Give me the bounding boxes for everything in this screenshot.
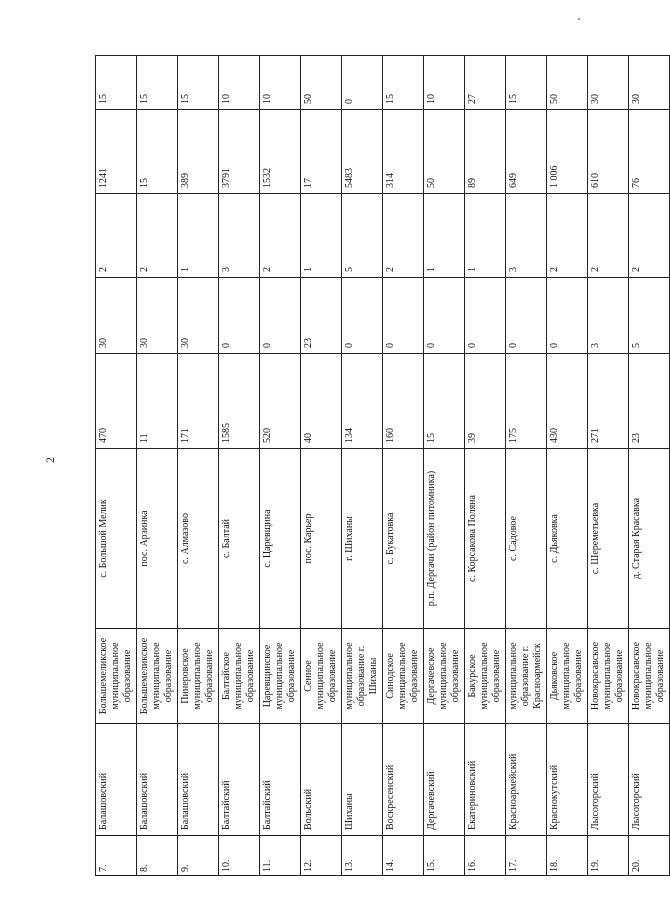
municipality-cell: Дьяковское муниципальное образование [547, 629, 588, 724]
municipality-cell: муниципальное образование г. Красноармейск [506, 629, 547, 724]
table-row [465, 56, 506, 876]
value-cell-5: 15 [383, 56, 424, 110]
district-cell: Лысогорский [629, 724, 670, 836]
value-cell-1: 39 [465, 354, 506, 449]
value-cell-3: 2 [383, 194, 424, 278]
row-number-cell: 16. [465, 836, 506, 876]
value-cell-5: 10 [260, 56, 301, 110]
settlement-cell: с. Большой Мелик [96, 449, 137, 629]
value-cell-2: 0 [506, 278, 547, 354]
settlement-cell: р.п. Дергачи (район питомника) [424, 449, 465, 629]
value-cell-4: 89 [465, 110, 506, 194]
value-cell-3: 1 [424, 194, 465, 278]
table-row [424, 56, 465, 876]
municipality-cell: Царевщинское муниципальное образование [260, 629, 301, 724]
settlement-cell: с. Алмазово [178, 449, 219, 629]
value-cell-3: 2 [547, 194, 588, 278]
rotated-table-wrapper [95, 56, 666, 876]
row-number-cell: 13. [342, 836, 383, 876]
municipality-cell: Дергачевское муниципальное образование [424, 629, 465, 724]
value-cell-1: 1585 [219, 354, 260, 449]
value-cell-1: 430 [547, 354, 588, 449]
value-cell-2: 23 [301, 278, 342, 354]
table-row [506, 56, 547, 876]
district-cell: Воскресенский [383, 724, 424, 836]
settlement-cell: с. Садовое [506, 449, 547, 629]
row-number-cell: 7. [96, 836, 137, 876]
value-cell-1: 23 [629, 354, 670, 449]
district-cell: Балтайский [260, 724, 301, 836]
table-row [342, 56, 383, 876]
settlement-cell: с. Шереметьевка [588, 449, 629, 629]
district-cell: Балтайский [219, 724, 260, 836]
district-cell: Вольский [301, 724, 342, 836]
value-cell-1: 171 [178, 354, 219, 449]
value-cell-5: 50 [301, 56, 342, 110]
value-cell-2: 30 [96, 278, 137, 354]
row-number-cell: 17. [506, 836, 547, 876]
table-row [629, 56, 670, 876]
settlement-cell: с. Царевщина [260, 449, 301, 629]
row-number-cell: 10. [219, 836, 260, 876]
value-cell-4: 1241 [96, 110, 137, 194]
municipality-cell: Большемеликское муниципальное образование [96, 629, 137, 724]
value-cell-2: 30 [137, 278, 178, 354]
row-number-cell: 14. [383, 836, 424, 876]
value-cell-3: 1 [301, 194, 342, 278]
district-cell: Краснокутский [547, 724, 588, 836]
value-cell-2: 0 [424, 278, 465, 354]
district-cell: Дергачевский [424, 724, 465, 836]
value-cell-4: 649 [506, 110, 547, 194]
value-cell-1: 271 [588, 354, 629, 449]
value-cell-2: 0 [219, 278, 260, 354]
value-cell-4: 3791 [219, 110, 260, 194]
row-number-cell: 18. [547, 836, 588, 876]
table-row [260, 56, 301, 876]
value-cell-5: 15 [178, 56, 219, 110]
district-cell: Лысогорский [588, 724, 629, 836]
value-cell-4: 17 [301, 110, 342, 194]
district-cell: Красноармейский [506, 724, 547, 836]
table-body [96, 56, 670, 876]
value-cell-2: 0 [547, 278, 588, 354]
value-cell-4: 1532 [260, 110, 301, 194]
data-table [95, 55, 670, 876]
value-cell-4: 15 [137, 110, 178, 194]
value-cell-4: 5483 [342, 110, 383, 194]
municipality-cell: муниципальное образование г. Шиханы [342, 629, 383, 724]
table-row [137, 56, 178, 876]
municipality-cell: Новокрасавское муниципальное образование [629, 629, 670, 724]
row-number-cell: 8. [137, 836, 178, 876]
settlement-cell: с. Балтай [219, 449, 260, 629]
value-cell-2: 0 [465, 278, 506, 354]
value-cell-1: 470 [96, 354, 137, 449]
row-number-cell: 20. [629, 836, 670, 876]
municipality-cell: Синодское муниципальное образование [383, 629, 424, 724]
municipality-cell: Новокрасавское муниципальное образование [588, 629, 629, 724]
value-cell-5: 30 [588, 56, 629, 110]
value-cell-3: 2 [629, 194, 670, 278]
value-cell-4: 314 [383, 110, 424, 194]
value-cell-1: 15 [424, 354, 465, 449]
value-cell-5: 10 [424, 56, 465, 110]
settlement-cell: с. Дьяковка [547, 449, 588, 629]
table-row [178, 56, 219, 876]
value-cell-3: 1 [465, 194, 506, 278]
table-row [547, 56, 588, 876]
value-cell-3: 5 [342, 194, 383, 278]
settlement-cell: с. Букатовка [383, 449, 424, 629]
district-cell: Балашовский [178, 724, 219, 836]
table-row [588, 56, 629, 876]
row-number-cell: 19. [588, 836, 629, 876]
district-cell: Балашовский [137, 724, 178, 836]
municipality-cell: Бакурское муниципальное образование [465, 629, 506, 724]
row-number-cell: 9. [178, 836, 219, 876]
municipality-cell: Пинеровское муниципальное образование [178, 629, 219, 724]
row-number-cell: 15. [424, 836, 465, 876]
value-cell-5: 10 [219, 56, 260, 110]
settlement-cell: пос. Арзинка [137, 449, 178, 629]
district-cell: Шиханы [342, 724, 383, 836]
table-row [301, 56, 342, 876]
page-number: 2 [43, 457, 57, 463]
value-cell-1: 175 [506, 354, 547, 449]
value-cell-5: 50 [547, 56, 588, 110]
value-cell-5: 27 [465, 56, 506, 110]
table-row [96, 56, 137, 876]
value-cell-2: 3 [588, 278, 629, 354]
value-cell-1: 520 [260, 354, 301, 449]
district-cell: Балашовский [96, 724, 137, 836]
value-cell-3: 3 [506, 194, 547, 278]
value-cell-3: 3 [219, 194, 260, 278]
value-cell-4: 1 006 [547, 110, 588, 194]
district-cell: Екатериновский [465, 724, 506, 836]
settlement-cell: пос. Карьер [301, 449, 342, 629]
municipality-cell: Большемеликское муниципальное образование [137, 629, 178, 724]
value-cell-1: 134 [342, 354, 383, 449]
value-cell-1: 160 [383, 354, 424, 449]
value-cell-4: 610 [588, 110, 629, 194]
table-row [383, 56, 424, 876]
row-number-cell: 11. [260, 836, 301, 876]
value-cell-5: 30 [629, 56, 670, 110]
value-cell-3: 2 [260, 194, 301, 278]
value-cell-2: 30 [178, 278, 219, 354]
value-cell-2: 5 [629, 278, 670, 354]
value-cell-1: 11 [137, 354, 178, 449]
value-cell-2: 0 [342, 278, 383, 354]
settlement-cell: д. Старая Красавка [629, 449, 670, 629]
value-cell-4: 50 [424, 110, 465, 194]
value-cell-3: 2 [96, 194, 137, 278]
value-cell-3: 1 [178, 194, 219, 278]
scan-speck [578, 18, 580, 20]
value-cell-3: 2 [588, 194, 629, 278]
municipality-cell: Сенное муниципальное образование [301, 629, 342, 724]
table-row [219, 56, 260, 876]
value-cell-4: 76 [629, 110, 670, 194]
value-cell-2: 0 [383, 278, 424, 354]
value-cell-5: 15 [96, 56, 137, 110]
value-cell-5: 0 [342, 56, 383, 110]
value-cell-3: 2 [137, 194, 178, 278]
settlement-cell: с. Корсакова Поляна [465, 449, 506, 629]
value-cell-1: 40 [301, 354, 342, 449]
value-cell-4: 389 [178, 110, 219, 194]
settlement-cell: г. Шиханы [342, 449, 383, 629]
row-number-cell: 12. [301, 836, 342, 876]
municipality-cell: Балтайское муниципальное образование [219, 629, 260, 724]
value-cell-2: 0 [260, 278, 301, 354]
value-cell-5: 15 [137, 56, 178, 110]
value-cell-5: 15 [506, 56, 547, 110]
